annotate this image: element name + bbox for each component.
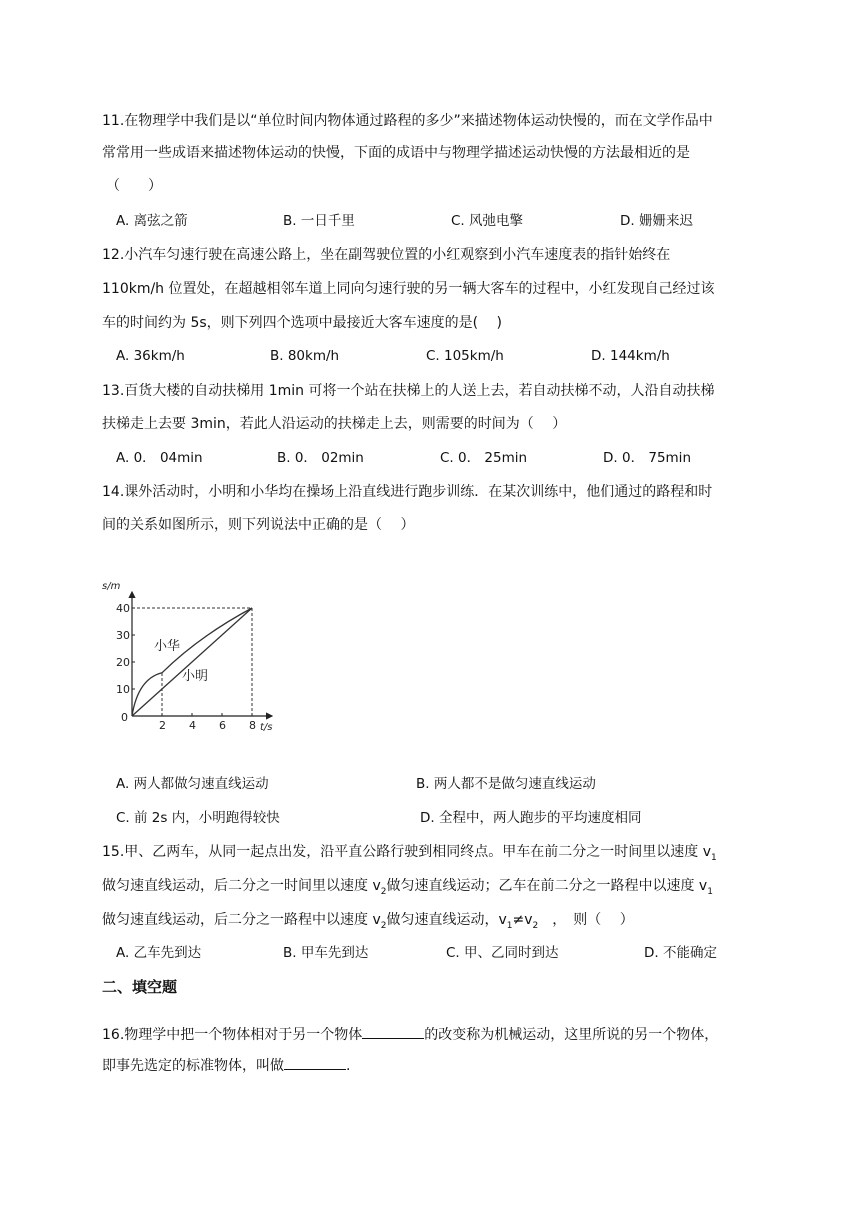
y-tick-label-40: 40: [116, 602, 130, 615]
q15-option-a: A. 乙车先到达: [116, 945, 202, 961]
q11-line3: （ ）: [106, 178, 162, 194]
q14-option-c: C. 前 2s 内，小明跑得较快: [116, 810, 280, 826]
q11-line1: 11.在物理学中我们是以“单位时间内物体通过路程的多少”来描述物体运动快慢的，而在文学作品中: [102, 113, 713, 129]
q12-line3: 车的时间约为 5s，则下列四个选项中最接近大客车速度的是( ): [102, 315, 503, 331]
q13-line2: 扶梯走上去要 3min，若此人沿运动的扶梯走上去，则需要的时间为（ ）: [102, 416, 567, 432]
q14-line1: 14.课外活动时，小明和小华均在操场上沿直线进行跑步训练．在某次训练中，他们通过的路程和时: [102, 484, 713, 500]
q13-option-c: C. 0． 25min: [440, 450, 528, 466]
q15-option-d: D. 不能确定: [644, 945, 717, 961]
q16-line1: 16.物理学中把一个物体相对于另一个物体 的改变称为机械运动，这里所说的另一个物体，: [102, 1024, 718, 1045]
q16-blank-2: [284, 1055, 346, 1070]
q12-option-b: B. 80km/h: [270, 348, 340, 364]
q11-option-a: A. 离弦之箭: [116, 213, 188, 229]
q11-option-b: B. 一日千里: [283, 213, 355, 229]
q15-line2: 做匀速直线运动，后二分之一时间里以速度 $v_2$做匀速直线运动；乙车在前二分之一路程中以速度 $v_1$: [102, 878, 713, 897]
q15-option-c: C. 甲、乙同时到达: [446, 945, 559, 961]
series-label-xiaohua: 小华: [154, 639, 181, 654]
q12-line1: 12.小汽车匀速行驶在高速公路上，坐在副驾驶位置的小红观察到小汽车速度表的指针始终在: [102, 247, 671, 263]
q12-line2: 110km/h 位置处，在超越相邻车道上同向匀速行驶的另一辆大客车的过程中，小红发现自己经过该: [102, 281, 715, 297]
q14-option-a: A. 两人都做匀速直线运动: [116, 776, 269, 792]
q15-line3: 做匀速直线运动，后二分之一路程中以速度 $v_2$做匀速直线运动，$v_1\ne v_2$ ， 则（ ）: [102, 912, 634, 931]
series-line-xiaoming: [132, 608, 252, 716]
q14-line2: 间的关系如图所示，则下列说法中正确的是（ ）: [102, 517, 415, 533]
y-tick-label-20: 20: [116, 656, 130, 669]
q14-option-b: B. 两人都不是做匀速直线运动: [416, 776, 596, 792]
origin-label: 0: [121, 711, 128, 724]
q13-option-d: D. 0． 75min: [603, 450, 691, 466]
section-title-fill-in: 二、填空题: [102, 978, 178, 996]
q11-line2: 常常用一些成语来描述物体运动的快慢，下面的成语中与物理学描述运动快慢的方法最相近的是: [102, 145, 690, 161]
q13-option-b: B. 0． 02min: [277, 450, 364, 466]
q12-option-d: D. 144km/h: [591, 348, 670, 364]
q11-option-c: C. 风弛电擎: [451, 213, 524, 229]
distance-time-chart: [100, 580, 300, 740]
x-axis-label: t/s: [260, 722, 273, 733]
y-axis-label: s/m: [102, 581, 121, 592]
q16-line2: 即事先选定的标准物体，叫做 .: [102, 1055, 350, 1076]
q16-blank-1: [362, 1024, 424, 1039]
x-tick-label-2: 2: [159, 719, 166, 732]
q15-line1: 15.甲、乙两车，从同一起点出发，沿平直公路行驶到相同终点。甲车在前二分之一时间里以速度 $v_1$: [102, 844, 717, 863]
series-label-xiaoming: 小明: [182, 669, 209, 684]
q13-line1: 13.百货大楼的自动扶梯用 1min 可将一个站在扶梯上的人送上去，若自动扶梯不动，人沿自动扶梯: [102, 383, 715, 399]
x-tick-label-6: 6: [219, 719, 226, 732]
x-tick-label-4: 4: [189, 719, 196, 732]
q12-option-a: A. 36km/h: [116, 348, 185, 364]
y-tick-label-30: 30: [116, 629, 130, 642]
y-tick-label-10: 10: [116, 683, 130, 696]
q12-option-c: C. 105km/h: [426, 348, 504, 364]
q11-option-d: D. 姗姗来迟: [620, 213, 693, 229]
q15-option-b: B. 甲车先到达: [283, 945, 369, 961]
x-tick-label-8: 8: [249, 719, 256, 732]
q14-option-d: D. 全程中，两人跑步的平均速度相同: [420, 810, 642, 826]
q13-option-a: A. 0． 04min: [116, 450, 203, 466]
